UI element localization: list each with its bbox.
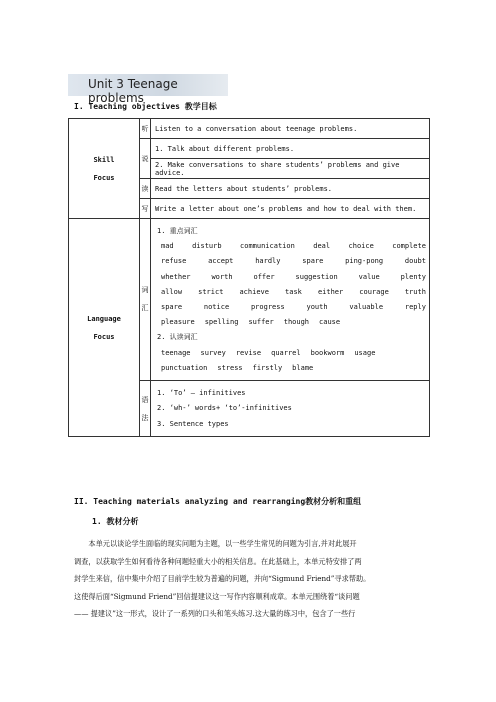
vocab-word: achieve bbox=[239, 287, 269, 296]
vocab-word: survey bbox=[200, 348, 226, 357]
read-vocab-list bbox=[157, 346, 426, 376]
vocab-word: teenage bbox=[161, 348, 191, 357]
vocab-word: suggestion bbox=[295, 272, 338, 281]
vocab-word: suffer bbox=[248, 318, 274, 327]
paragraph-line: 这使得后面“Sigmund Friend”回信提建议这一写作内容顺利成章。本单元围绕着“谈问题 bbox=[74, 591, 360, 601]
skill-focus-label bbox=[69, 119, 140, 219]
vocab-word: disturb bbox=[192, 242, 222, 251]
vocab-word: communication bbox=[240, 242, 295, 251]
grammar-item: 3. Sentence types bbox=[157, 419, 229, 428]
section-heading-objectives: I. Teaching objectives 教学目标 bbox=[74, 102, 217, 111]
vocab-word: task bbox=[285, 287, 302, 296]
grammar-item: 2. ‘wh-’ words+ ‘to’-infinitives bbox=[157, 404, 292, 413]
vocab-row bbox=[157, 300, 426, 315]
vocab-word: value bbox=[358, 272, 380, 281]
vocab-heading-read: 2. 认读词汇 bbox=[157, 333, 198, 342]
vocab-word: progress bbox=[250, 302, 285, 311]
section-heading-materials: II. Teaching materials analyzing and rearranging教材分析和重组 bbox=[74, 497, 362, 506]
vocab-char-text: 词汇 bbox=[141, 286, 149, 313]
vocab-row bbox=[157, 315, 426, 330]
vocab-word: either bbox=[317, 287, 344, 296]
skill-label-line: Skill bbox=[93, 155, 115, 164]
unit-title: Unit 3 Teenage problems bbox=[88, 77, 178, 105]
paragraph-line: 封学生来信，信中集中介绍了目前学生较为普遍的问题，并向“Sigmund Friend”寻求帮助。 bbox=[74, 574, 371, 584]
vocab-char bbox=[140, 219, 151, 381]
vocab-word: punctuation bbox=[161, 363, 208, 372]
vocab-word: accept bbox=[208, 257, 234, 266]
vocab-word: stress bbox=[217, 363, 243, 372]
vocab-word: notice bbox=[203, 302, 230, 311]
focus-label-line: Focus bbox=[93, 173, 115, 182]
vocab-word: deal bbox=[313, 242, 331, 251]
vocab-word: blame bbox=[292, 363, 314, 372]
vocab-word: whether bbox=[161, 272, 191, 281]
skill-char: 写 bbox=[140, 199, 151, 219]
skill-char: 说 bbox=[140, 139, 151, 179]
vocab-word: ping-pong bbox=[345, 257, 384, 266]
language-label-line: Language bbox=[87, 314, 121, 323]
vocab-row bbox=[157, 346, 426, 361]
vocab-word: spare bbox=[302, 257, 324, 266]
grammar-char bbox=[140, 380, 151, 437]
vocab-row bbox=[157, 254, 426, 269]
vocab-row bbox=[157, 239, 426, 254]
vocab-word: spelling bbox=[204, 318, 239, 327]
subheading-analysis: 1. 教材分析 bbox=[92, 517, 139, 526]
unit-title-banner bbox=[68, 74, 228, 105]
vocab-word: firstly bbox=[252, 363, 283, 372]
vocab-word: spare bbox=[161, 302, 183, 311]
vocab-word: though bbox=[283, 318, 310, 327]
focus-label-line: Focus bbox=[93, 332, 115, 341]
skill-char: 听 bbox=[140, 119, 151, 139]
vocab-word: complete bbox=[392, 242, 426, 251]
vocab-word: cause bbox=[319, 318, 341, 327]
vocab-word: refuse bbox=[161, 257, 187, 266]
vocab-word: worth bbox=[211, 272, 233, 281]
grammar-item: 1. ‘To’ – infinitives bbox=[157, 388, 246, 397]
vocab-word: reply bbox=[404, 302, 426, 311]
vocab-word: doubt bbox=[404, 257, 426, 266]
skill-char: 读 bbox=[140, 179, 151, 199]
paragraph-line: 本单元以谈论学生面临的现实问题为主题，以一些学生常见的问题为引言,并对此展开 bbox=[74, 539, 357, 548]
vocab-word: quarrel bbox=[271, 348, 301, 357]
vocab-word: choice bbox=[348, 242, 374, 251]
skill-text: Write a letter about one’s problems and how to deal with them. bbox=[151, 199, 430, 219]
vocab-word: revise bbox=[235, 348, 262, 357]
vocab-row bbox=[157, 361, 426, 376]
vocab-word: plenty bbox=[400, 272, 426, 281]
skill-text: 1. Talk about different problems. bbox=[151, 139, 430, 159]
paragraph-line: —— 提建议”这一形式，设计了一系列的口头和笔头练习.这大量的练习中，包含了一些行 bbox=[74, 609, 356, 619]
vocab-word: usage bbox=[354, 348, 376, 357]
vocab-word: truth bbox=[404, 287, 426, 296]
analysis-paragraph bbox=[74, 535, 430, 623]
vocab-word: pleasure bbox=[161, 318, 195, 327]
vocabulary-cell bbox=[151, 219, 430, 381]
vocab-row bbox=[157, 285, 426, 300]
vocab-word: offer bbox=[253, 272, 275, 281]
vocab-word: mad bbox=[161, 242, 174, 251]
skill-text: Read the letters about students’ problems. bbox=[151, 179, 430, 199]
objectives-table bbox=[68, 118, 430, 437]
vocab-word: allow bbox=[161, 287, 183, 296]
skill-text: 2. Make conversations to share students’ problems and give advice. bbox=[151, 159, 430, 179]
vocab-row bbox=[157, 270, 426, 285]
vocab-word: bookworm bbox=[310, 348, 345, 357]
vocab-word: valuable bbox=[349, 302, 384, 311]
vocab-word: strict bbox=[198, 287, 224, 296]
key-vocab-list bbox=[157, 239, 426, 330]
grammar-cell bbox=[151, 380, 430, 437]
vocab-heading-key: 1. 重点词汇 bbox=[157, 227, 198, 235]
vocab-word: courage bbox=[359, 287, 389, 296]
grammar-char-text: 语法 bbox=[141, 395, 149, 422]
skill-text: Listen to a conversation about teenage problems. bbox=[151, 119, 430, 139]
vocab-word: hardly bbox=[255, 257, 281, 266]
language-focus-label bbox=[69, 219, 140, 437]
vocab-word: youth bbox=[306, 302, 328, 311]
paragraph-line: 调查，以获取学生如何看待各种问题轻重大小的相关信息。在此基础上，本单元特安排了两 bbox=[74, 556, 362, 566]
